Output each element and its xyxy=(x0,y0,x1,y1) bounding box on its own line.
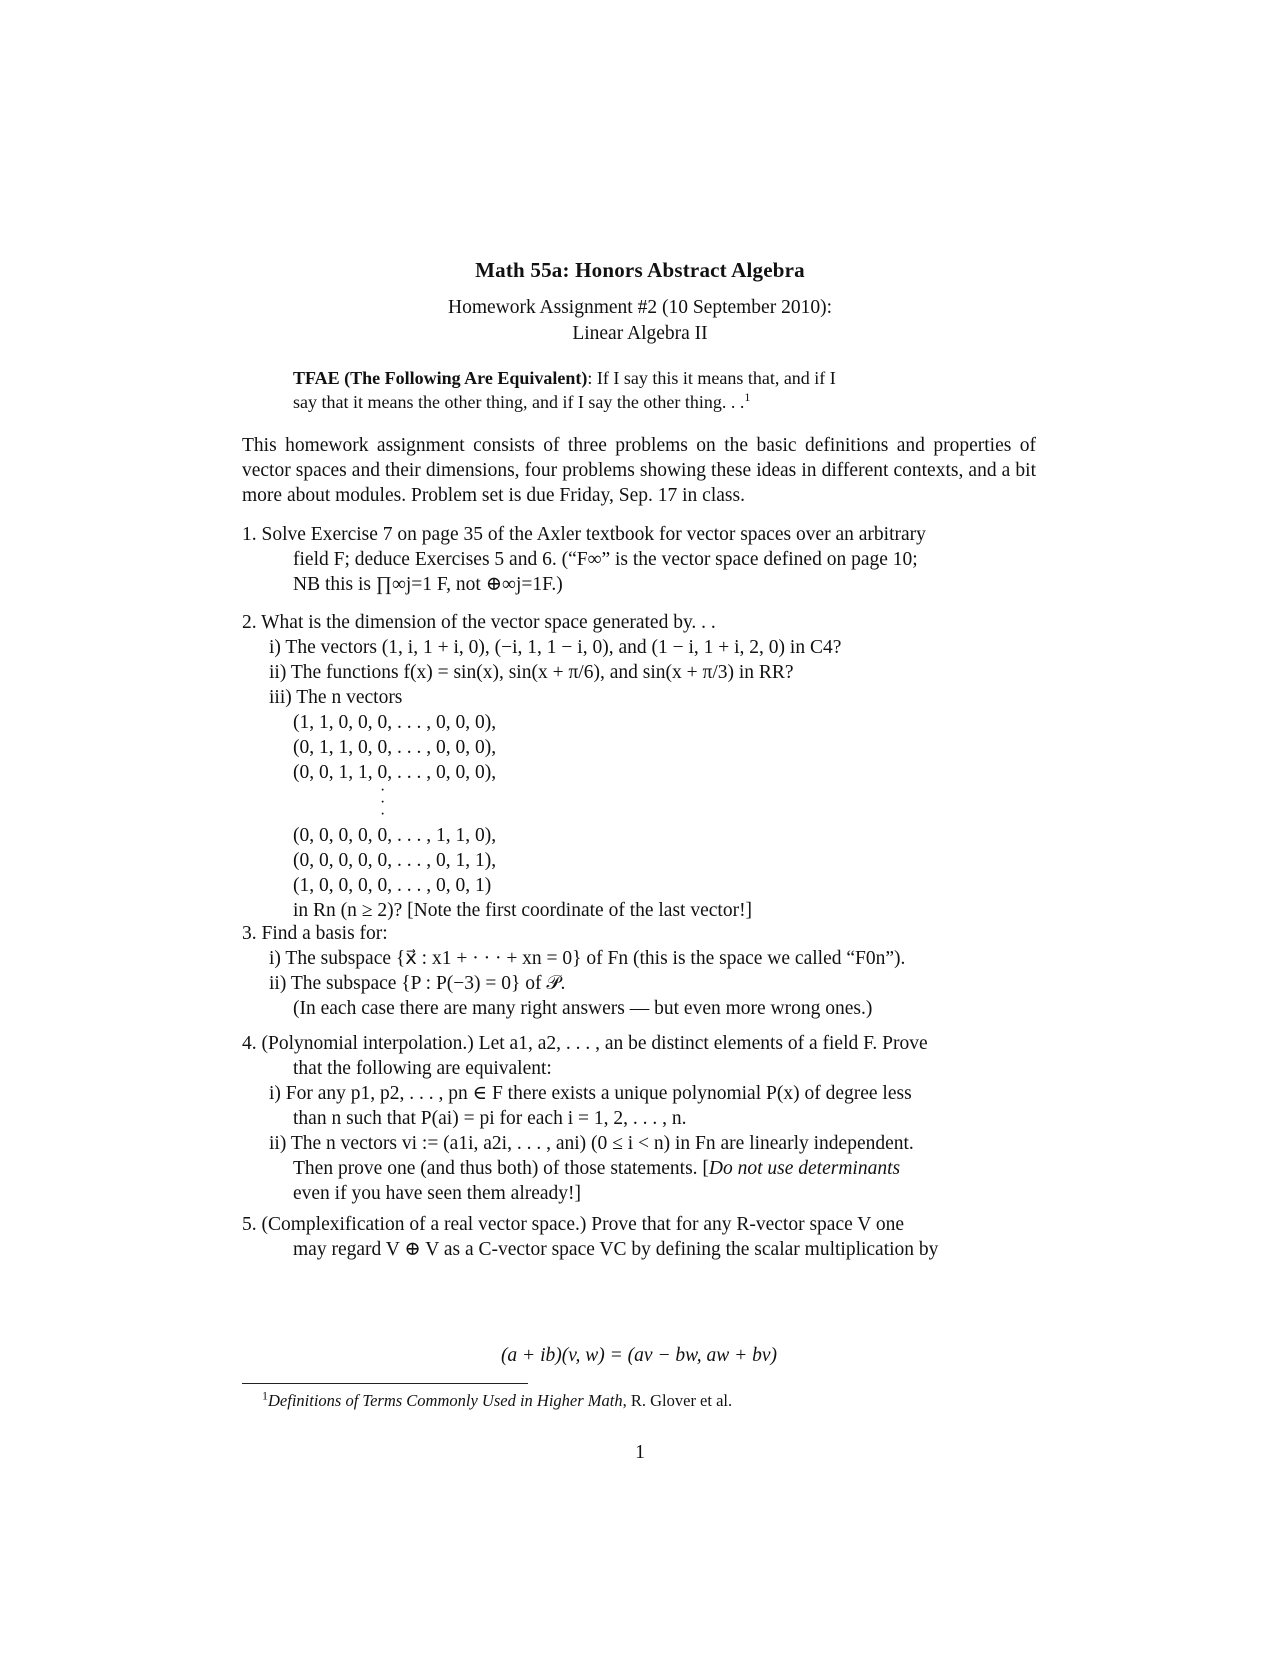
problem-1-line3: NB this is ∏∞j=1 F, not ⊕∞j=1F.) xyxy=(293,574,563,595)
problem-5-line2: may regard V ⊕ V as a C-vector space VC by defining the scalar multiplication by xyxy=(293,1239,939,1260)
problem-4-then-line2: even if you have seen them already!] xyxy=(293,1183,582,1204)
problem-4-part-i-line1: i) For any p1, p2, . . . , pn ∈ F there exists a unique polynomial P(x) of degree less xyxy=(269,1083,912,1104)
subtitle-line2: Linear Algebra II xyxy=(572,323,708,344)
page-title: Math 55a: Honors Abstract Algebra xyxy=(475,258,805,282)
vertical-ellipsis-icon: · · · xyxy=(380,782,386,823)
problem-2-last-line: in Rn (n ≥ 2)? [Note the first coordinate of the last vector!] xyxy=(293,900,753,921)
problem-4-line1: 4. (Polynomial interpolation.) Let a1, a2, . . . , an be distinct elements of a field F. Prove xyxy=(242,1033,928,1054)
problem-2-part-ii: ii) The functions f(x) = sin(x), sin(x + π/6), and sin(x + π/3) in RR? xyxy=(269,662,794,683)
vector-row: (0, 1, 1, 0, 0, . . . , 0, 0, 0), xyxy=(293,737,497,758)
problem-4-then-italic: Do not use determinants xyxy=(708,1158,901,1179)
problem-1 xyxy=(242,522,1036,597)
problem-3-note: (In each case there are many right answers — but even more wrong ones.) xyxy=(293,998,873,1019)
epigraph-footnote-mark: 1 xyxy=(744,390,751,404)
epigraph-text-line1: : If I say this it means that, and if I xyxy=(587,368,836,388)
problem-3-part-ii: ii) The subspace {P : P(−3) = 0} of 𝒫. xyxy=(269,973,566,994)
problem-1-line1: 1. Solve Exercise 7 on page 35 of the Axler textbook for vector spaces over an arbitrary xyxy=(242,524,926,545)
intro-paragraph: This homework assignment consists of three problems on the basic definitions and properties of vector spaces and their dimensions, four problems showing these ideas in different contexts, and a bit more about modules. Problem set is due Friday, Sep. 17 in class. xyxy=(242,435,1036,506)
problem-2-part-iii: iii) The n vectors xyxy=(269,687,403,708)
epigraph xyxy=(293,366,993,414)
epigraph-label: TFAE (The Following Are Equivalent) xyxy=(293,368,588,388)
problem-3-part-i: i) The subspace {x⃗ : x1 + · · · + xn = 0} of Fn (this is the space we called “F0n”). xyxy=(269,948,906,969)
problem-4-part-i-line2: than n such that P(ai) = pi for each i = 1, 2, . . . , n. xyxy=(293,1108,687,1129)
problem-4-then-line1 xyxy=(242,1156,1036,1181)
vector-row: (0, 0, 0, 0, 0, . . . , 1, 1, 0), xyxy=(293,825,497,846)
problem-2-line1: 2. What is the dimension of the vector space generated by. . . xyxy=(242,612,716,633)
epigraph-text-line2: say that it means the other thing, and if I say the other thing. . . xyxy=(293,392,745,412)
header xyxy=(0,258,1280,347)
problem-3 xyxy=(242,921,1036,1021)
problem-2 xyxy=(242,610,1036,923)
footnote-italic: Definitions of Terms Commonly Used in Higher Math xyxy=(268,1391,623,1410)
problem-4-then-text: Then prove one (and thus both) of those statements. [ xyxy=(293,1158,709,1179)
vector-row: (1, 1, 0, 0, 0, . . . , 0, 0, 0), xyxy=(293,712,497,733)
problem-5 xyxy=(242,1212,1036,1262)
vector-row: (0, 0, 0, 0, 0, . . . , 0, 1, 1), xyxy=(293,850,497,871)
problem-4-line2: that the following are equivalent: xyxy=(293,1058,552,1079)
problem-5-line1: 5. (Complexification of a real vector space.) Prove that for any R-vector space V one xyxy=(242,1214,905,1235)
subtitle-line1: Homework Assignment #2 (10 September 2010): xyxy=(448,297,832,318)
problem-4-part-ii: ii) The n vectors vi := (a1i, a2i, . . . , ani) (0 ≤ i < n) in Fn are linearly independent. xyxy=(269,1133,914,1154)
problem-1-line2: field F; deduce Exercises 5 and 6. (“F∞” is the vector space defined on page 10; xyxy=(293,549,918,570)
problem-2-part-i: i) The vectors (1, i, 1 + i, 0), (−i, 1, 1 − i, 0), and (1 − i, 1 + i, 2, 0) in C4? xyxy=(269,637,842,658)
vector-row: (0, 0, 1, 1, 0, . . . , 0, 0, 0), xyxy=(293,762,497,783)
page-number: 1 xyxy=(635,1442,645,1463)
footnote-mark: 1 xyxy=(262,1388,268,1403)
page-subtitle xyxy=(0,295,1280,347)
footnote-rest: , R. Glover et al. xyxy=(622,1391,733,1410)
problem-4 xyxy=(242,1031,1036,1206)
footnote-rule xyxy=(242,1383,528,1384)
vector-row: (1, 0, 0, 0, 0, . . . , 0, 0, 1) xyxy=(293,875,492,896)
footnote xyxy=(262,1390,1042,1412)
display-equation: (a + ib)(v, w) = (av − bw, aw + bv) xyxy=(500,1345,778,1366)
problem-3-line1: 3. Find a basis for: xyxy=(242,923,388,944)
